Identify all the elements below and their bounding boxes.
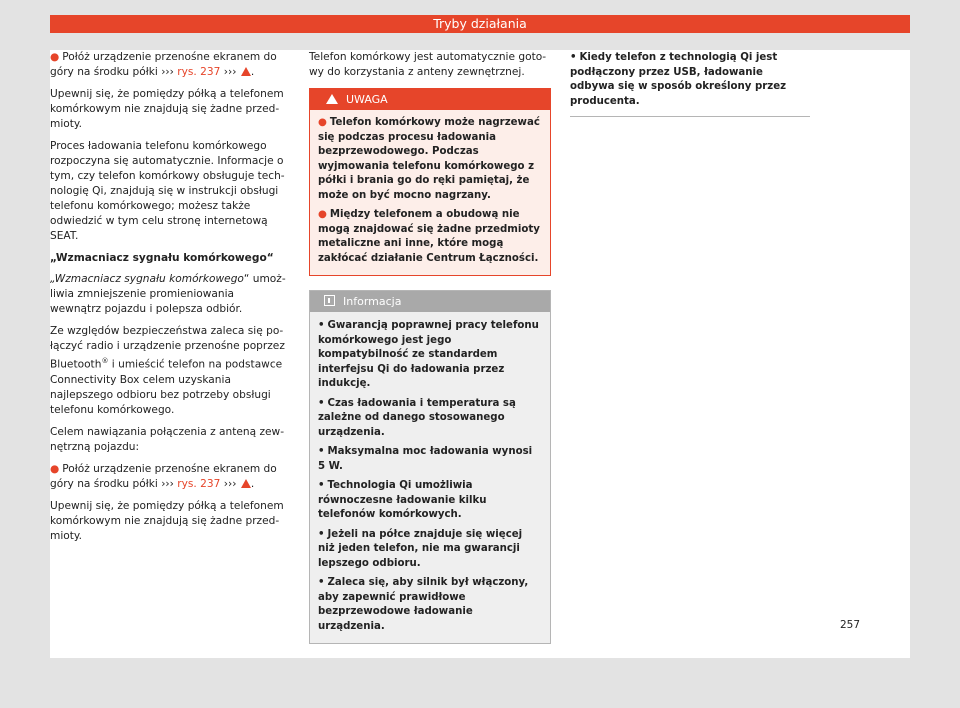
bullet-icon: ● [50, 51, 60, 63]
column-right [570, 50, 810, 117]
paragraph: „Wzmacniacz sygnału komórkowego“ umożliwia zmniejszenie promieniowania wewnątrz pojazdu i polepsza odbiór. [50, 273, 286, 315]
instruction-1: ● Połóż urządzenie przenośne ekranem do góry na środku półki ››› rys. 237 ››› . [50, 51, 277, 78]
subheading: „Wzmacniacz sygnału komórkowego“ [50, 252, 274, 264]
bullet-icon: ● [318, 209, 327, 220]
info-item: • Jeżeli na półce znajduje się więcej niż jeden telefon, nie ma gwarancji lepszego odbioru. [318, 528, 523, 569]
warning-item: ● Telefon komórkowy może nagrzewać się podczas procesu ładowania bezprzewodowego. Podczas wyjmowania telefonu komórkowego z półki i brania go do ręki pamiętaj, że może on być mocno nagrzany. [318, 117, 540, 201]
info-item: • Zaleca się, aby silnik był włączony, aby zapewnić prawidłowe bezprzewodowe ładowanie urządzenia. [318, 577, 529, 632]
bullet-icon: ● [318, 117, 327, 128]
info-header: Informacja [310, 291, 550, 312]
info-item: • Gwarancją poprawnej pracy telefonu komórkowego jest jego kompatybilność ze standardem interfejsu Qi do ładowania przez indukcję. [318, 320, 539, 389]
info-box [309, 290, 551, 644]
column-middle [309, 50, 551, 644]
warning-box [309, 88, 551, 276]
warning-header: UWAGA [310, 89, 550, 110]
instruction-2: ● Połóż urządzenie przenośne ekranem do góry na środku półki ››› rys. 237 ››› . [50, 462, 277, 490]
warning-triangle-icon [326, 94, 338, 104]
info-item: • Technologia Qi umożliwia równoczesne ładowanie kilku telefonów komórkowych. [318, 480, 487, 520]
bullet-icon: ● [50, 462, 60, 475]
warning-link-icon[interactable] [241, 67, 251, 76]
paragraph: Proces ładowania telefonu komórkowego rozpoczyna się automatycznie. Informacje o tym, czy telefon komórkowy obsługuje technologię Qi, znajdują się w instrukcji obsługi telefonu komórkowego; możesz także odwiedzić w tym celu stronę internetową SEAT. [50, 140, 285, 242]
paragraph: Ze względów bezpieczeństwa zaleca się połączyć radio i urządzenie przenośne poprzez Bluetooth® i umieścić telefon na podstawce Connectivity Box celem uzyskania najlepszego odbioru bez potrzeby obsługi telefonu komórkowego. [50, 325, 285, 416]
warning-item: ● Między telefonem a obudową nie mogą znajdować się żadne przedmioty metaliczne ani inne, które mogą zakłócać działanie Centrum Łączności. [318, 209, 540, 264]
paragraph: Upewnij się, że pomiędzy półką a telefonem komórkowym nie znajdują się żadne przedmioty. [50, 499, 284, 542]
info-continuation: • Kiedy telefon z technologią Qi jest podłączony przez USB, ładowanie odbywa się w sposób określony przez producenta. [570, 51, 810, 117]
info-item: • Maksymalna moc ładowania wynosi 5 W. [318, 446, 533, 472]
paragraph: Upewnij się, że pomiędzy półką a telefonem komórkowym nie znajdują się żadne przedmioty. [50, 88, 284, 130]
warning-link-icon[interactable] [241, 479, 251, 488]
paragraph: Telefon komórkowy jest automatycznie gotowy do korzystania z anteny zewnętrznej. [309, 51, 547, 78]
figure-link[interactable]: rys. 237 [177, 477, 221, 490]
paragraph: Celem nawiązania połączenia z anteną zewnętrzną pojazdu: [50, 425, 285, 453]
figure-link[interactable]: rys. 237 [177, 66, 221, 78]
info-body [310, 312, 550, 643]
column-left [50, 50, 288, 551]
warning-body [310, 110, 550, 275]
section-header: Tryby działania [50, 15, 910, 33]
page-number: 257 [840, 619, 861, 631]
info-item: • Czas ładowania i temperatura są zależne od danego stosowanego urządzenia. [318, 397, 516, 438]
info-icon [324, 295, 335, 306]
